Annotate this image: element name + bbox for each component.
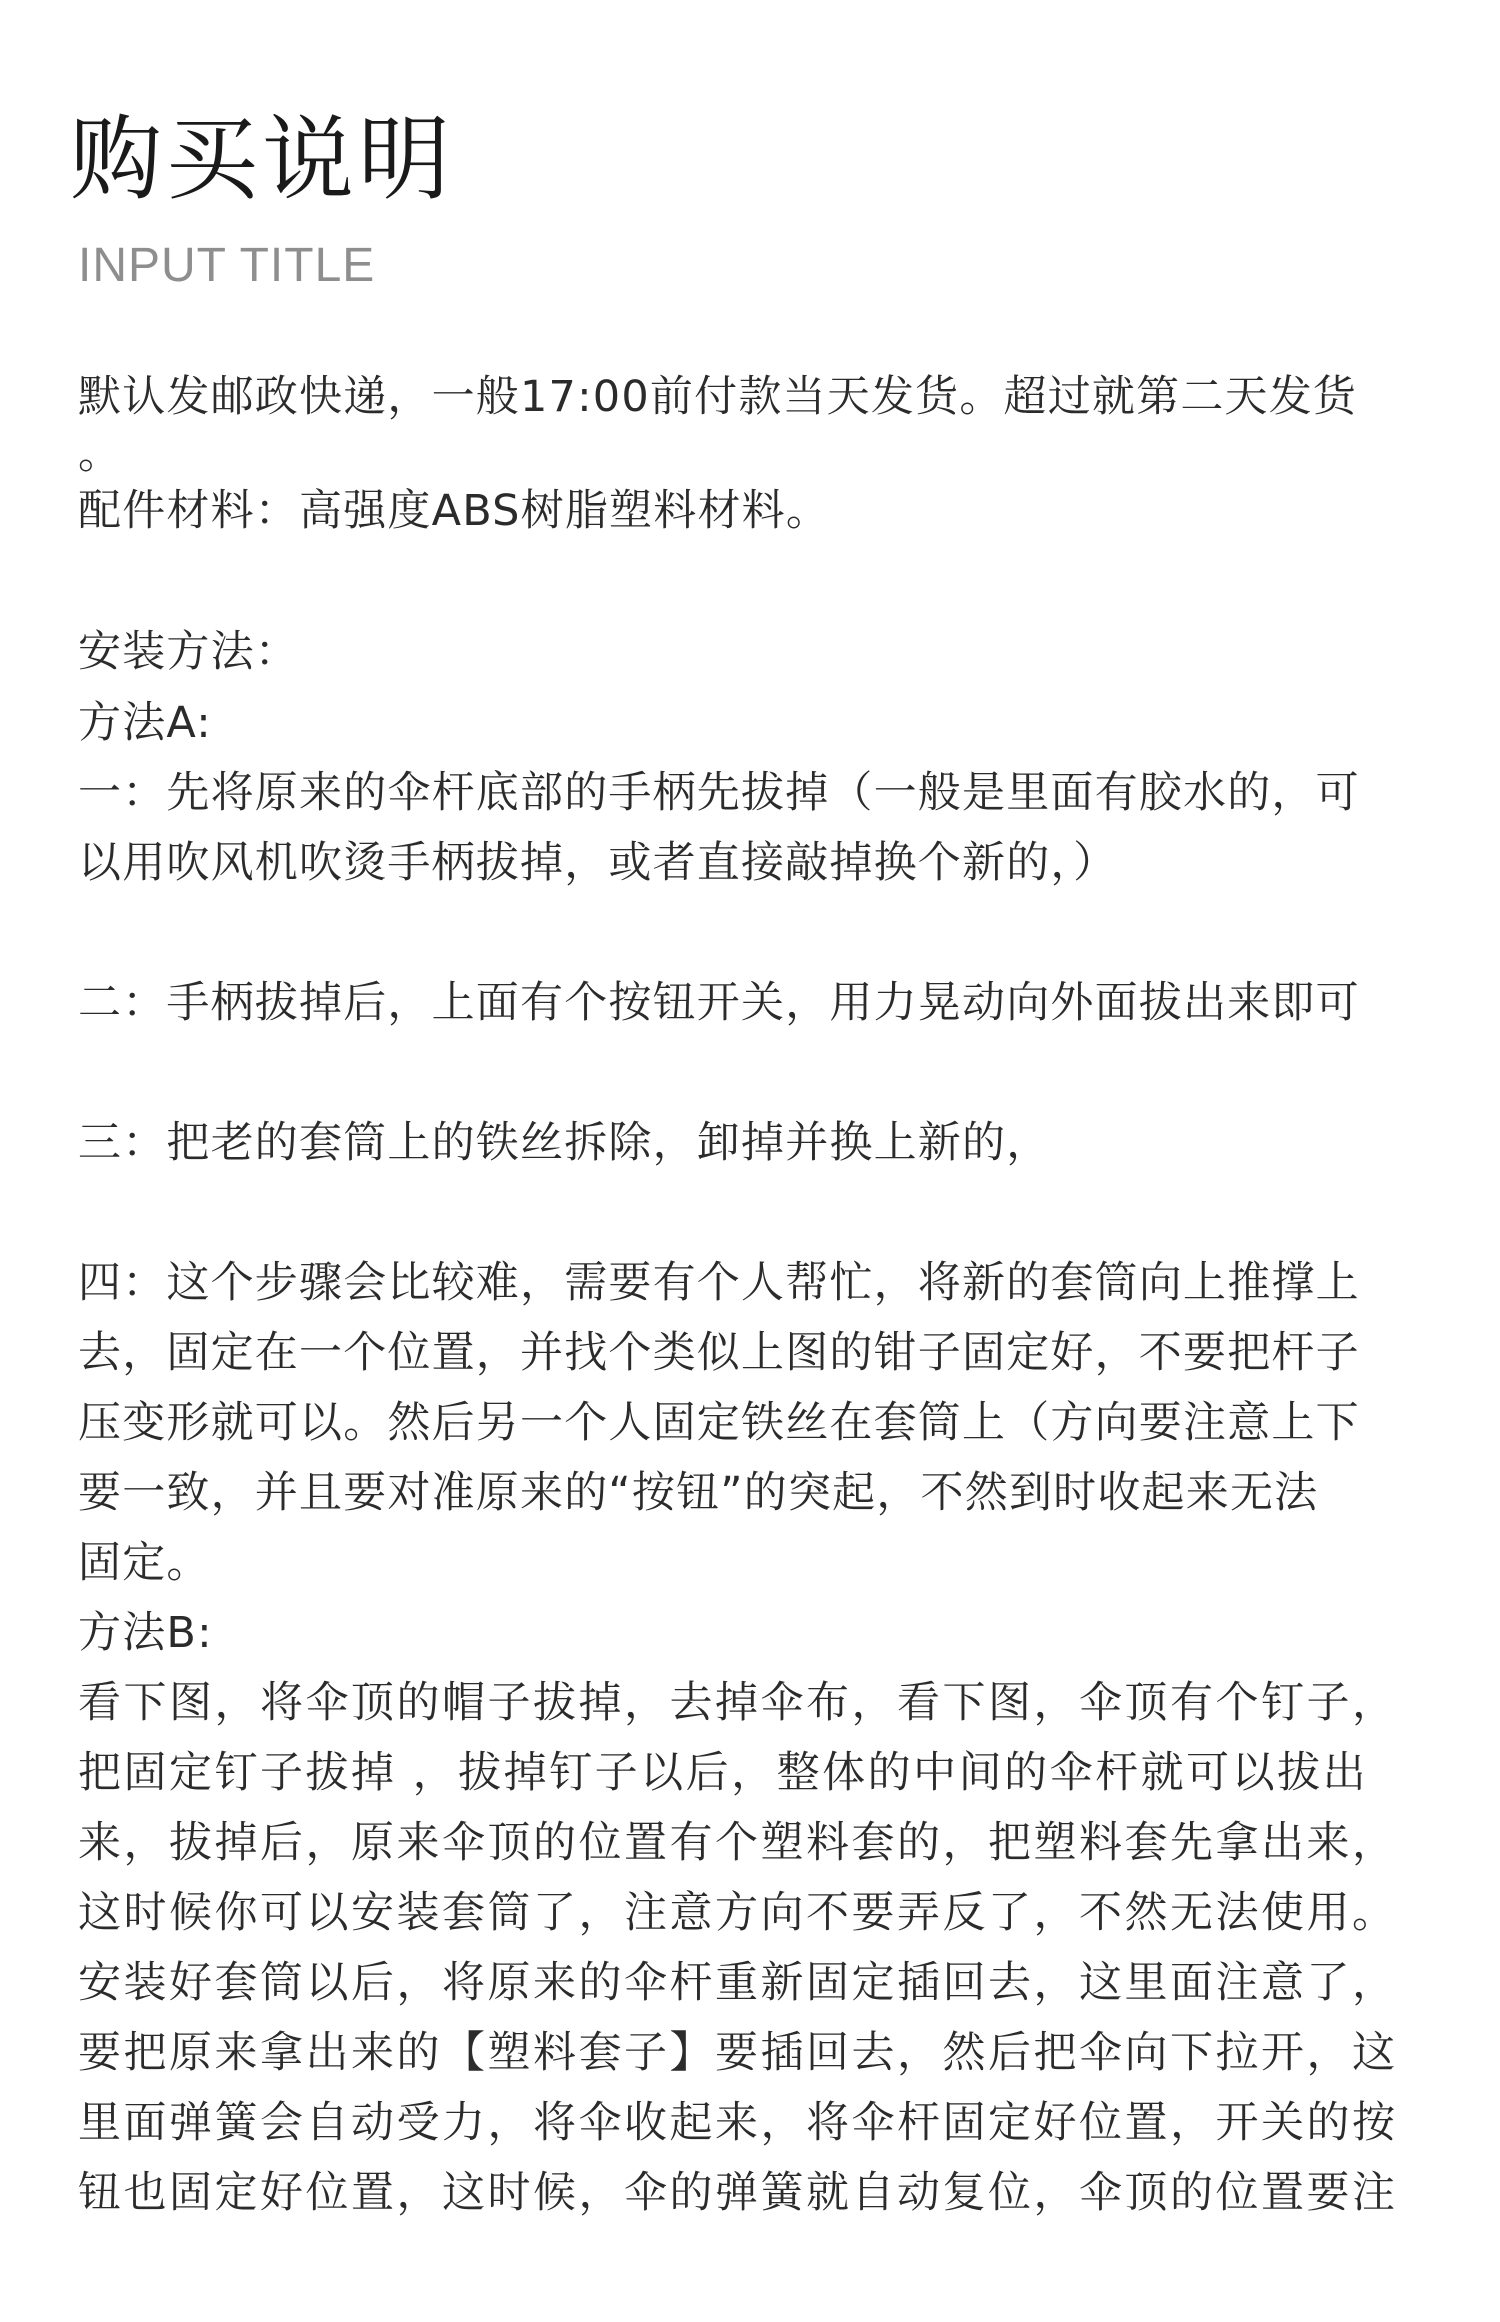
text-line: 四：这个步骤会比较难，需要有个人帮忙，将新的套筒向上推撑上 <box>78 1258 1360 1308</box>
text-line: 方法A: <box>78 698 212 748</box>
text-line: 看下图，将伞顶的帽子拔掉，去掉伞布，看下图，伞顶有个钉子， <box>78 1678 1398 1728</box>
blank-line <box>78 1038 1438 1108</box>
text-line: 默认发邮政快递，一般17:00前付款当天发货。超过就第二天发货 <box>78 372 1358 422</box>
text-line: 里面弹簧会自动受力，将伞收起来，将伞杆固定好位置，开关的按 <box>78 2098 1398 2148</box>
text-line: 要一致，并且要对准原来的“按钮”的突起，不然到时收起来无法 <box>78 1468 1319 1518</box>
text-line: 来，拔掉后，原来伞顶的位置有个塑料套的，把塑料套先拿出来， <box>78 1818 1398 1868</box>
text-line: 配件材料：高强度ABS树脂塑料材料。 <box>78 486 831 536</box>
instructions-body <box>78 362 1438 2228</box>
text-line: 去，固定在一个位置，并找个类似上图的钳子固定好，不要把杆子 <box>78 1328 1360 1378</box>
text-line: 把固定钉子拔掉 ，拔掉钉子以后，整体的中间的伞杆就可以拔出 <box>78 1748 1369 1798</box>
blank-line <box>78 546 1438 616</box>
page-subtitle: INPUT TITLE <box>78 239 376 292</box>
text-line: 方法B: <box>78 1608 213 1658</box>
text-line: 。 <box>78 429 123 479</box>
text-line: 压变形就可以。然后另一个人固定铁丝在套筒上（方向要注意上下 <box>78 1398 1360 1448</box>
text-line: 要把原来拿出来的【塑料套子】要插回去，然后把伞向下拉开，这 <box>78 2028 1398 2078</box>
text-line: 安装方法： <box>78 627 299 677</box>
text-line: 以用吹风机吹烫手柄拔掉，或者直接敲掉换个新的，） <box>78 838 1118 888</box>
text-line: 三：把老的套筒上的铁丝拆除，卸掉并换上新的， <box>78 1118 1051 1168</box>
blank-line <box>78 1178 1438 1248</box>
blank-line <box>78 898 1438 968</box>
text-line: 二：手柄拔掉后，上面有个按钮开关，用力晃动向外面拔出来即可 <box>78 978 1360 1028</box>
text-line: 固定。 <box>78 1538 211 1588</box>
page-title: 购买说明 <box>70 106 455 213</box>
text-line: 安装好套筒以后，将原来的伞杆重新固定插回去，这里面注意了， <box>78 1958 1398 2008</box>
text-line: 钮也固定好位置，这时候，伞的弹簧就自动复位，伞顶的位置要注 <box>78 2168 1398 2218</box>
text-line: 这时候你可以安装套筒了，注意方向不要弄反了，不然无法使用。 <box>78 1888 1398 1938</box>
text-line: 一：先将原来的伞杆底部的手柄先拔掉（一般是里面有胶水的，可 <box>78 768 1360 818</box>
